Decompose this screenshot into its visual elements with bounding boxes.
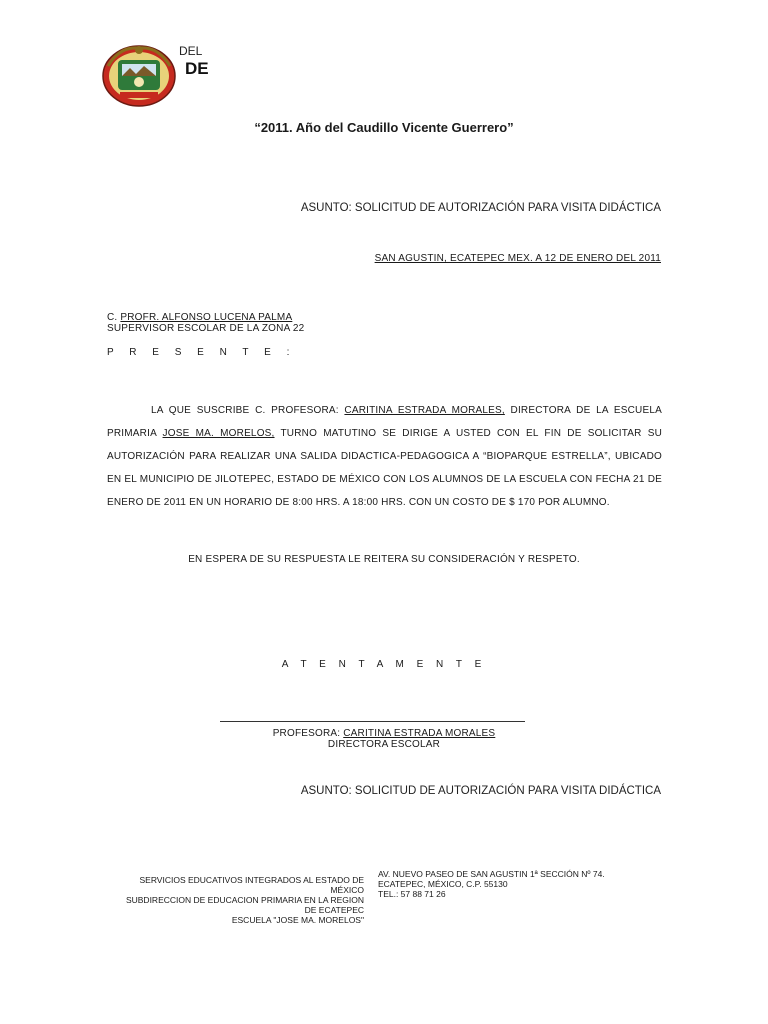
footer-address xyxy=(378,869,648,899)
presente-salutation: P R E S E N T E : xyxy=(107,347,296,358)
footer-left-line: DE ECATEPEC xyxy=(304,905,364,915)
letter-body xyxy=(107,399,662,514)
footer-right-line: TEL.: 57 88 71 26 xyxy=(378,889,446,899)
date-line: SAN AGUSTIN, ECATEPEC MEX. A 12 DE ENERO DEL 2011 xyxy=(374,253,661,264)
footer-institution xyxy=(110,875,364,925)
body-paragraph xyxy=(107,399,662,514)
subject-line-repeat: ASUNTO: SOLICITUD DE AUTORIZACIÓN PARA VISITA DIDÁCTICA xyxy=(300,785,661,797)
signature-name: CARITINA ESTRADA MORALES xyxy=(343,728,496,739)
signature-name-line xyxy=(220,728,548,739)
header-line-1: DEL xyxy=(179,44,203,58)
addressee-line xyxy=(107,312,304,323)
footer-left-line: MÉXICO xyxy=(330,885,364,895)
footer-left-line: SUBDIRECCION DE EDUCACION PRIMARIA EN LA REGION xyxy=(125,895,364,905)
footer-right-line: AV. NUEVO PASEO DE SAN AGUSTIN 1ª SECCIÓN Nº 74. xyxy=(378,869,605,879)
signature-prefix: PROFESORA: xyxy=(272,728,344,739)
year-motto: “2011. Año del Caudillo Vicente Guerrero” xyxy=(254,120,514,135)
signature-role: DIRECTORA ESCOLAR xyxy=(327,739,441,750)
addressee-prefix: C. xyxy=(107,312,121,323)
footer-right-line: ECATEPEC, MÉXICO, C.P. 55130 xyxy=(378,879,508,889)
atentamente: A T E N T A M E N T E xyxy=(281,659,487,670)
body-intro: LA QUE SUSCRIBE C. PROFESORA: xyxy=(151,405,345,416)
signature-line xyxy=(220,721,525,722)
signature-block xyxy=(220,728,548,750)
header-line-2: DE xyxy=(185,59,209,78)
addressee-title: SUPERVISOR ESCOLAR DE LA ZONA 22 xyxy=(107,323,305,334)
body-rest: TURNO MATUTINO SE DIRIGE A USTED CON EL FIN DE SOLICITAR SU AUTORIZACIÓN PARA REALIZAR UNA SALIDA DIDACTICA-PEDAGOGICA A “BIOPARQUE ESTRELLA”, UBICADO EN EL MUNICIPIO DE JILOTEPEC, ESTADO DE MÉXICO CON LOS ALUMNOS DE LA ESCUELA CON FECHA 21 DE ENERO DE 2011 EN UN HORARIO DE 8:00 HRS. A 18:00 HRS. CON UN COSTO DE $ 170 POR ALUMNO. xyxy=(107,428,662,508)
addressee-block xyxy=(107,312,304,334)
closing-line: EN ESPERA DE SU RESPUESTA LE REITERA SU CONSIDERACIÓN Y RESPETO. xyxy=(188,554,580,565)
addressee-name: PROFR. ALFONSO LUCENA PALMA xyxy=(120,312,293,323)
estado-de-mexico-seal xyxy=(100,42,178,108)
body-after-name: DIRECTORA DE LA ESCUELA PRIMARIA xyxy=(107,405,662,439)
body-teacher-name: CARITINA ESTRADA MORALES, xyxy=(344,405,505,416)
footer-left-line: ESCUELA "JOSE MA. MORELOS" xyxy=(231,915,364,925)
body-school-name: JOSE MA. MORELOS, xyxy=(162,428,275,439)
subject-line: ASUNTO: SOLICITUD DE AUTORIZACIÓN PARA VISITA DIDÁCTICA xyxy=(300,202,661,214)
footer-left-line: SERVICIOS EDUCATIVOS INTEGRADOS AL ESTADO DE xyxy=(139,875,364,885)
